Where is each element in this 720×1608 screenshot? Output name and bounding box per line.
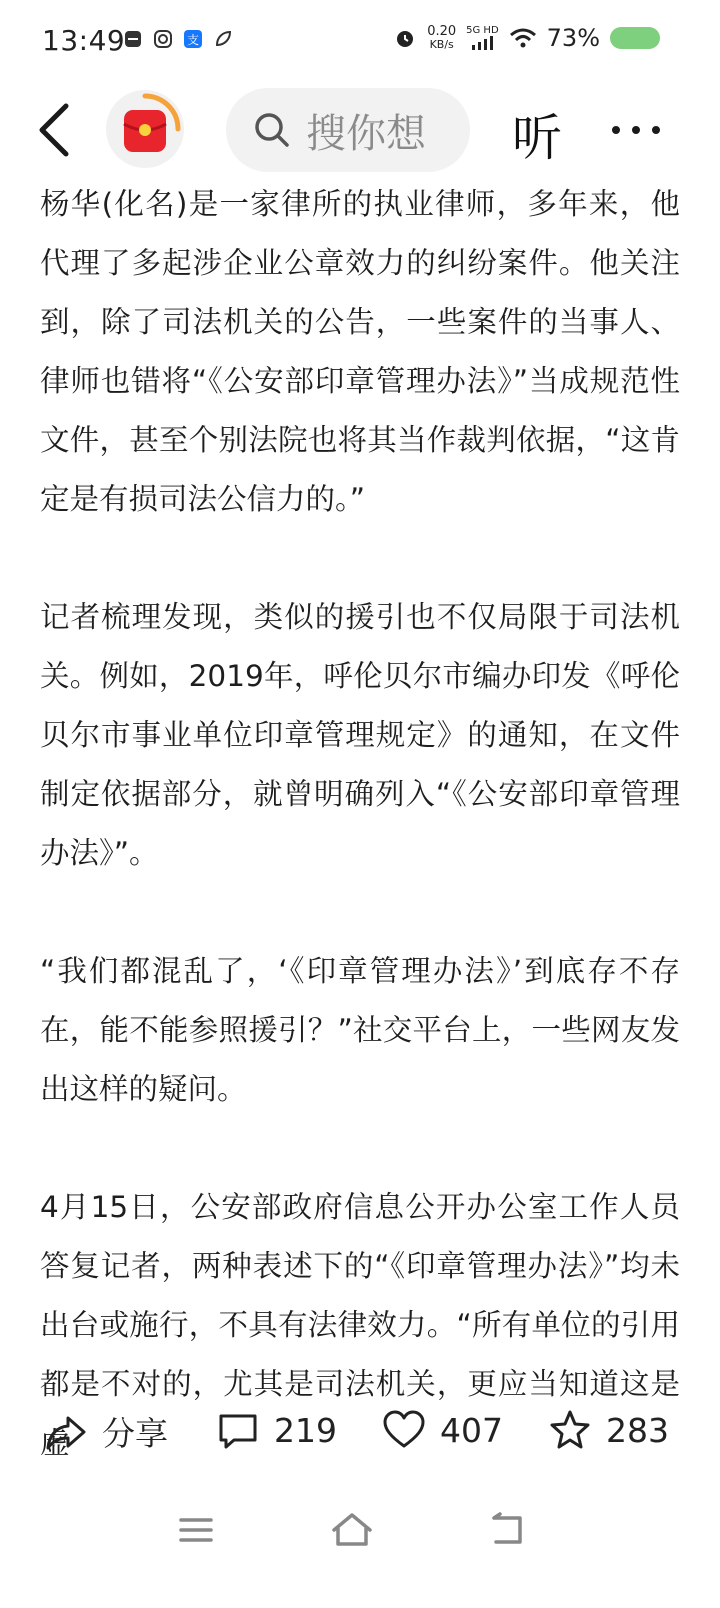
search-icon [252, 110, 292, 150]
favorite-count: 283 [606, 1410, 669, 1450]
battery-icon [610, 27, 660, 49]
back-nav-button[interactable] [488, 1510, 528, 1550]
search-placeholder: 搜你想 [306, 110, 426, 157]
menu-icon [176, 1510, 216, 1550]
article-paragraph: “我们都混乱了，‘《印章管理办法》’到底存不存在，能不能参照援引？”社交平台上，一些网友发出这样的疑问。 [40, 954, 680, 1106]
comment-count: 219 [274, 1410, 337, 1450]
comment-icon [216, 1408, 260, 1452]
star-icon [548, 1408, 592, 1452]
back-button[interactable] [30, 100, 80, 160]
article-paragraph: 记者梳理发现，类似的援引也不仅局限于司法机关。例如，2019年，呼伦贝尔市编办印发《呼伦贝尔市事业单位印章管理规定》的通知，在文件制定依据部分，就曾明确列入“《公安部印章管理办法》”。 [40, 600, 680, 870]
chevron-left-icon [30, 100, 80, 160]
camera-app-icon [152, 28, 174, 50]
favorite-button[interactable] [548, 1408, 669, 1452]
like-count: 407 [440, 1410, 503, 1450]
top-nav [0, 88, 720, 172]
system-nav-bar [0, 1490, 720, 1570]
search-box[interactable] [226, 88, 470, 172]
action-bar [0, 1396, 720, 1480]
like-button[interactable] [382, 1408, 503, 1452]
leaf-app-icon [212, 28, 234, 50]
system-icons [393, 24, 660, 52]
network-speed [427, 25, 456, 51]
share-button[interactable] [44, 1408, 168, 1455]
speed-value: 0.20 [427, 24, 457, 39]
heart-icon [382, 1408, 426, 1452]
home-icon [330, 1510, 374, 1550]
return-icon [488, 1510, 528, 1550]
more-dots-icon [608, 110, 664, 150]
status-time: 13:49 [42, 24, 126, 57]
article-paragraph: 杨华(化名)是一家律所的执业律师，多年来，他代理了多起涉企业公章效力的纠纷案件。他关注到，除了司法机关的公告，一些案件的当事人、律师也错将“《公安部印章管理办法》”当成规范性文件，甚至个别法院也将其当作裁判依据，“这肯定是有损司法公信力的。” [40, 187, 680, 516]
battery-percent: 73% [546, 24, 600, 52]
app-logo[interactable] [106, 90, 184, 168]
share-icon [44, 1410, 88, 1454]
sim-card-icon [122, 28, 144, 50]
speed-unit: KB/s [429, 38, 454, 51]
status-bar [0, 0, 720, 88]
comment-button[interactable] [216, 1408, 337, 1452]
svg-text:支: 支 [186, 33, 200, 47]
share-label: 分享 [102, 1414, 168, 1453]
notification-icons [122, 28, 234, 50]
wifi-icon [509, 27, 537, 49]
network-type: 5G HD [466, 25, 499, 36]
article-paragraph: 4月15日，公安部政府信息公开办公室工作人员答复记者，两种表述下的“《印章管理办法》”均未出台或施行，不具有法律效力。“所有单位的引用都是不对的，尤其是司法机关，更应当知道这是虚 [40, 1190, 680, 1460]
signal-icon [470, 36, 494, 50]
home-button[interactable] [330, 1510, 370, 1550]
menu-button[interactable] [176, 1510, 216, 1550]
alarm-icon [393, 26, 417, 50]
signal-group [466, 26, 499, 50]
red-envelope-icon [106, 90, 184, 168]
listen-button[interactable]: 听 [512, 109, 562, 167]
more-button[interactable] [608, 110, 664, 150]
alipay-icon [182, 28, 204, 50]
